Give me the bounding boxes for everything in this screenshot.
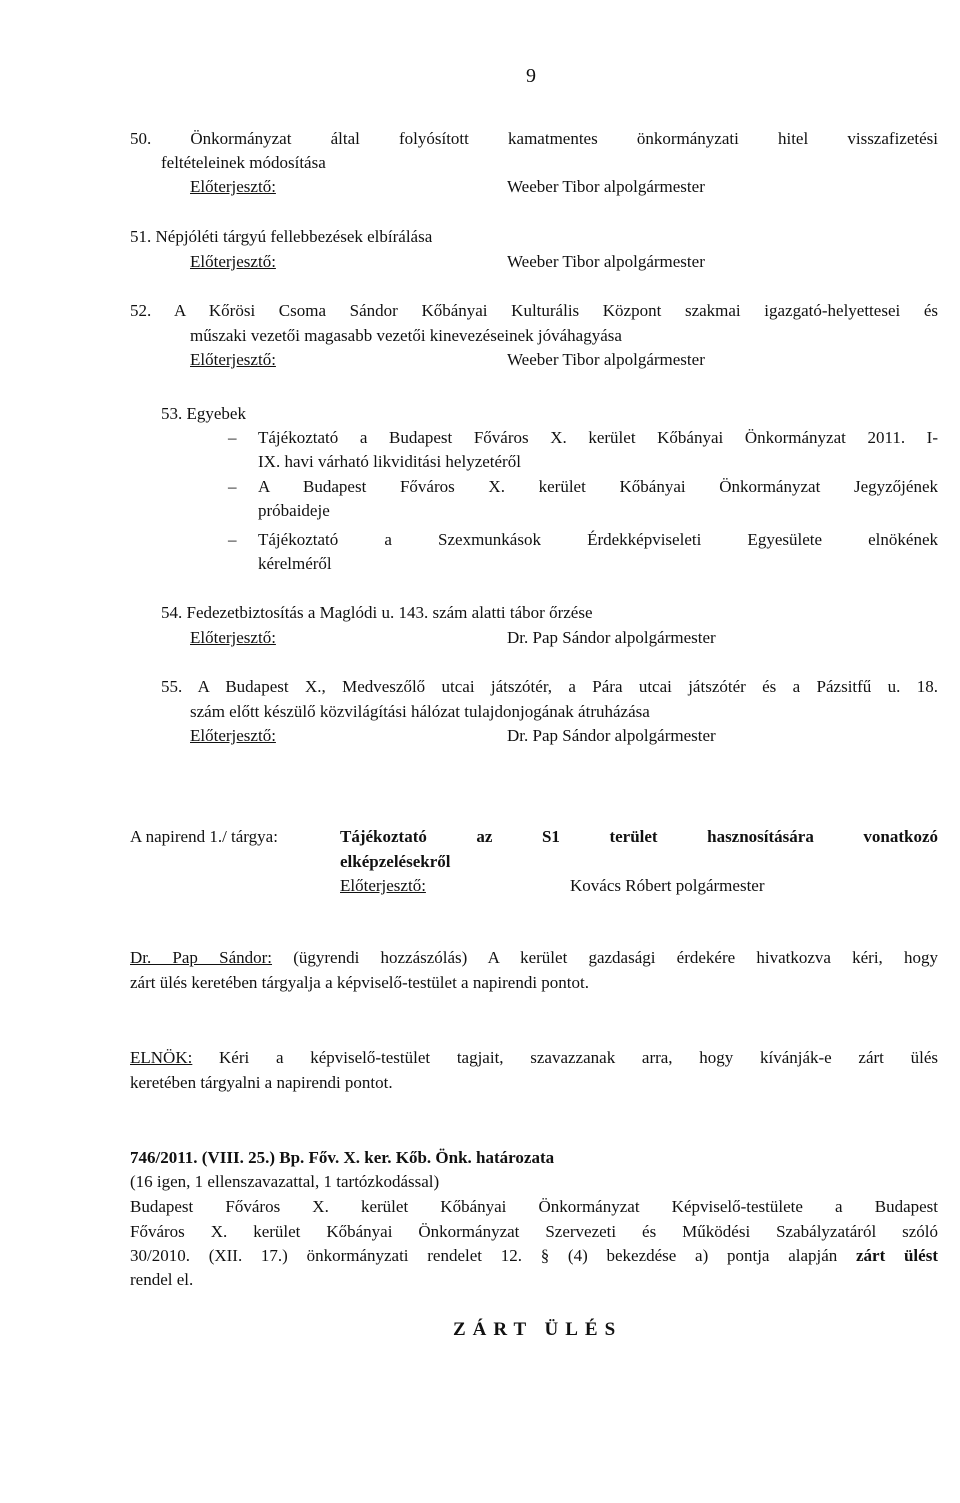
bullet-dash: – — [228, 530, 237, 549]
agenda-item-52-line2: műszaki vezetői magasabb vezetői kinevezéseinek jóváhagyása — [190, 326, 622, 345]
presenter-label: Előterjesztő: — [190, 177, 276, 196]
agenda-item-50-line2: feltételeinek módosítása — [161, 153, 326, 172]
remark-1-line2: zárt ülés keretében tárgyalja a képviselő-testület a napirendi pontot. — [130, 973, 589, 992]
presenter-label: Előterjesztő: — [190, 350, 276, 369]
bullet-dash: – — [228, 477, 237, 496]
resolution-line3-text: 30/2010. (XII. 17.) önkormányzati rendelet 12. § (4) bekezdése a) pontja alapján — [130, 1246, 856, 1265]
resolution-line2: Főváros X. kerület Kőbányai Önkormányzat Szervezeti és Működési Szabályzatáról szóló — [130, 1222, 938, 1241]
bullet-2-line2: próbaideje — [258, 501, 330, 520]
presenter-label: Előterjesztő: — [190, 628, 276, 647]
presenter-name: Dr. Pap Sándor alpolgármester — [507, 628, 716, 647]
presenter-label: Előterjesztő: — [190, 252, 276, 271]
resolution-vote: (16 igen, 1 ellenszavazattal, 1 tartózkodással) — [130, 1172, 440, 1191]
presenter-name: Dr. Pap Sándor alpolgármester — [507, 726, 716, 745]
topic-label: A napirend 1./ tárgya: — [130, 827, 278, 846]
remark-2-text: Kéri a képviselő-testület tagjait, szavazzanak arra, hogy kívánják-e zárt ülés — [192, 1048, 938, 1067]
closed-session-heading: ZÁRT ÜLÉS — [453, 1319, 623, 1340]
topic-subject-line1: Tájékoztató az S1 terület hasznosítására vonatkozó — [340, 827, 938, 846]
bullet-2-line1: A Budapest Főváros X. kerület Kőbányai Önkormányzat Jegyzőjének — [258, 477, 938, 496]
agenda-item-55-line2: szám előtt készülő közvilágítási hálózat tulajdonjogának átruházása — [190, 702, 650, 721]
resolution-line3-bold: zárt ülést — [856, 1246, 938, 1265]
bullet-1-line1: Tájékoztató a Budapest Főváros X. kerület Kőbányai Önkormányzat 2011. I- — [258, 428, 938, 447]
resolution-title: 746/2011. (VIII. 25.) Bp. Főv. X. ker. Kőb. Önk. határozata — [130, 1148, 555, 1167]
presenter-name: Weeber Tibor alpolgármester — [507, 252, 705, 271]
agenda-item-55-line1: 55. A Budapest X., Medveszőlő utcai játszótér, a Pára utcai játszótér és a Pázsitfű u. 18. — [161, 677, 938, 696]
resolution-line3 — [130, 1244, 938, 1268]
presenter-name: Weeber Tibor alpolgármester — [507, 350, 705, 369]
bullet-3-line2: kérelméről — [258, 554, 332, 573]
agenda-item-51-line1: 51. Népjóléti tárgyú fellebbezések elbírálása — [130, 227, 433, 246]
presenter-label: Előterjesztő: — [340, 876, 426, 895]
presenter-name: Kovács Róbert polgármester — [570, 876, 765, 895]
resolution-line1: Budapest Főváros X. kerület Kőbányai Önkormányzat Képviselő-testülete a Budapest — [130, 1197, 938, 1216]
bullet-1-line2: IX. havi várható likviditási helyzetéről — [258, 452, 521, 471]
presenter-name: Weeber Tibor alpolgármester — [507, 177, 705, 196]
agenda-item-53-title: 53. Egyebek — [161, 404, 246, 423]
agenda-item-50-line1: 50. Önkormányzat által folyósított kamatmentes önkormányzati hitel visszafizetési — [130, 129, 938, 148]
resolution-line4: rendel el. — [130, 1270, 194, 1289]
presenter-label: Előterjesztő: — [190, 726, 276, 745]
remark-2-line2: keretében tárgyalni a napirendi pontot. — [130, 1073, 393, 1092]
speaker-name: Dr. Pap Sándor: — [130, 948, 273, 967]
bullet-dash: – — [228, 428, 237, 447]
page-number: 9 — [526, 65, 536, 87]
bullet-3-line1: Tájékoztató a Szexmunkások Érdekképviseleti Egyesülete elnökének — [258, 530, 938, 549]
agenda-item-52-line1: 52. A Kőrösi Csoma Sándor Kőbányai Kulturális Központ szakmai igazgató-helyettesei és — [130, 301, 938, 320]
agenda-item-54-line1: 54. Fedezetbiztosítás a Maglódi u. 143. szám alatti tábor őrzése — [161, 603, 593, 622]
remark-1-line1 — [130, 946, 938, 970]
speaker-name: ELNÖK: — [130, 1048, 193, 1067]
remark-2-line1 — [130, 1046, 938, 1070]
remark-1-text: (ügyrendi hozzászólás) A kerület gazdasági érdekére hivatkozva kéri, hogy — [272, 948, 938, 967]
topic-subject-line2: elképzelésekről — [340, 852, 451, 871]
